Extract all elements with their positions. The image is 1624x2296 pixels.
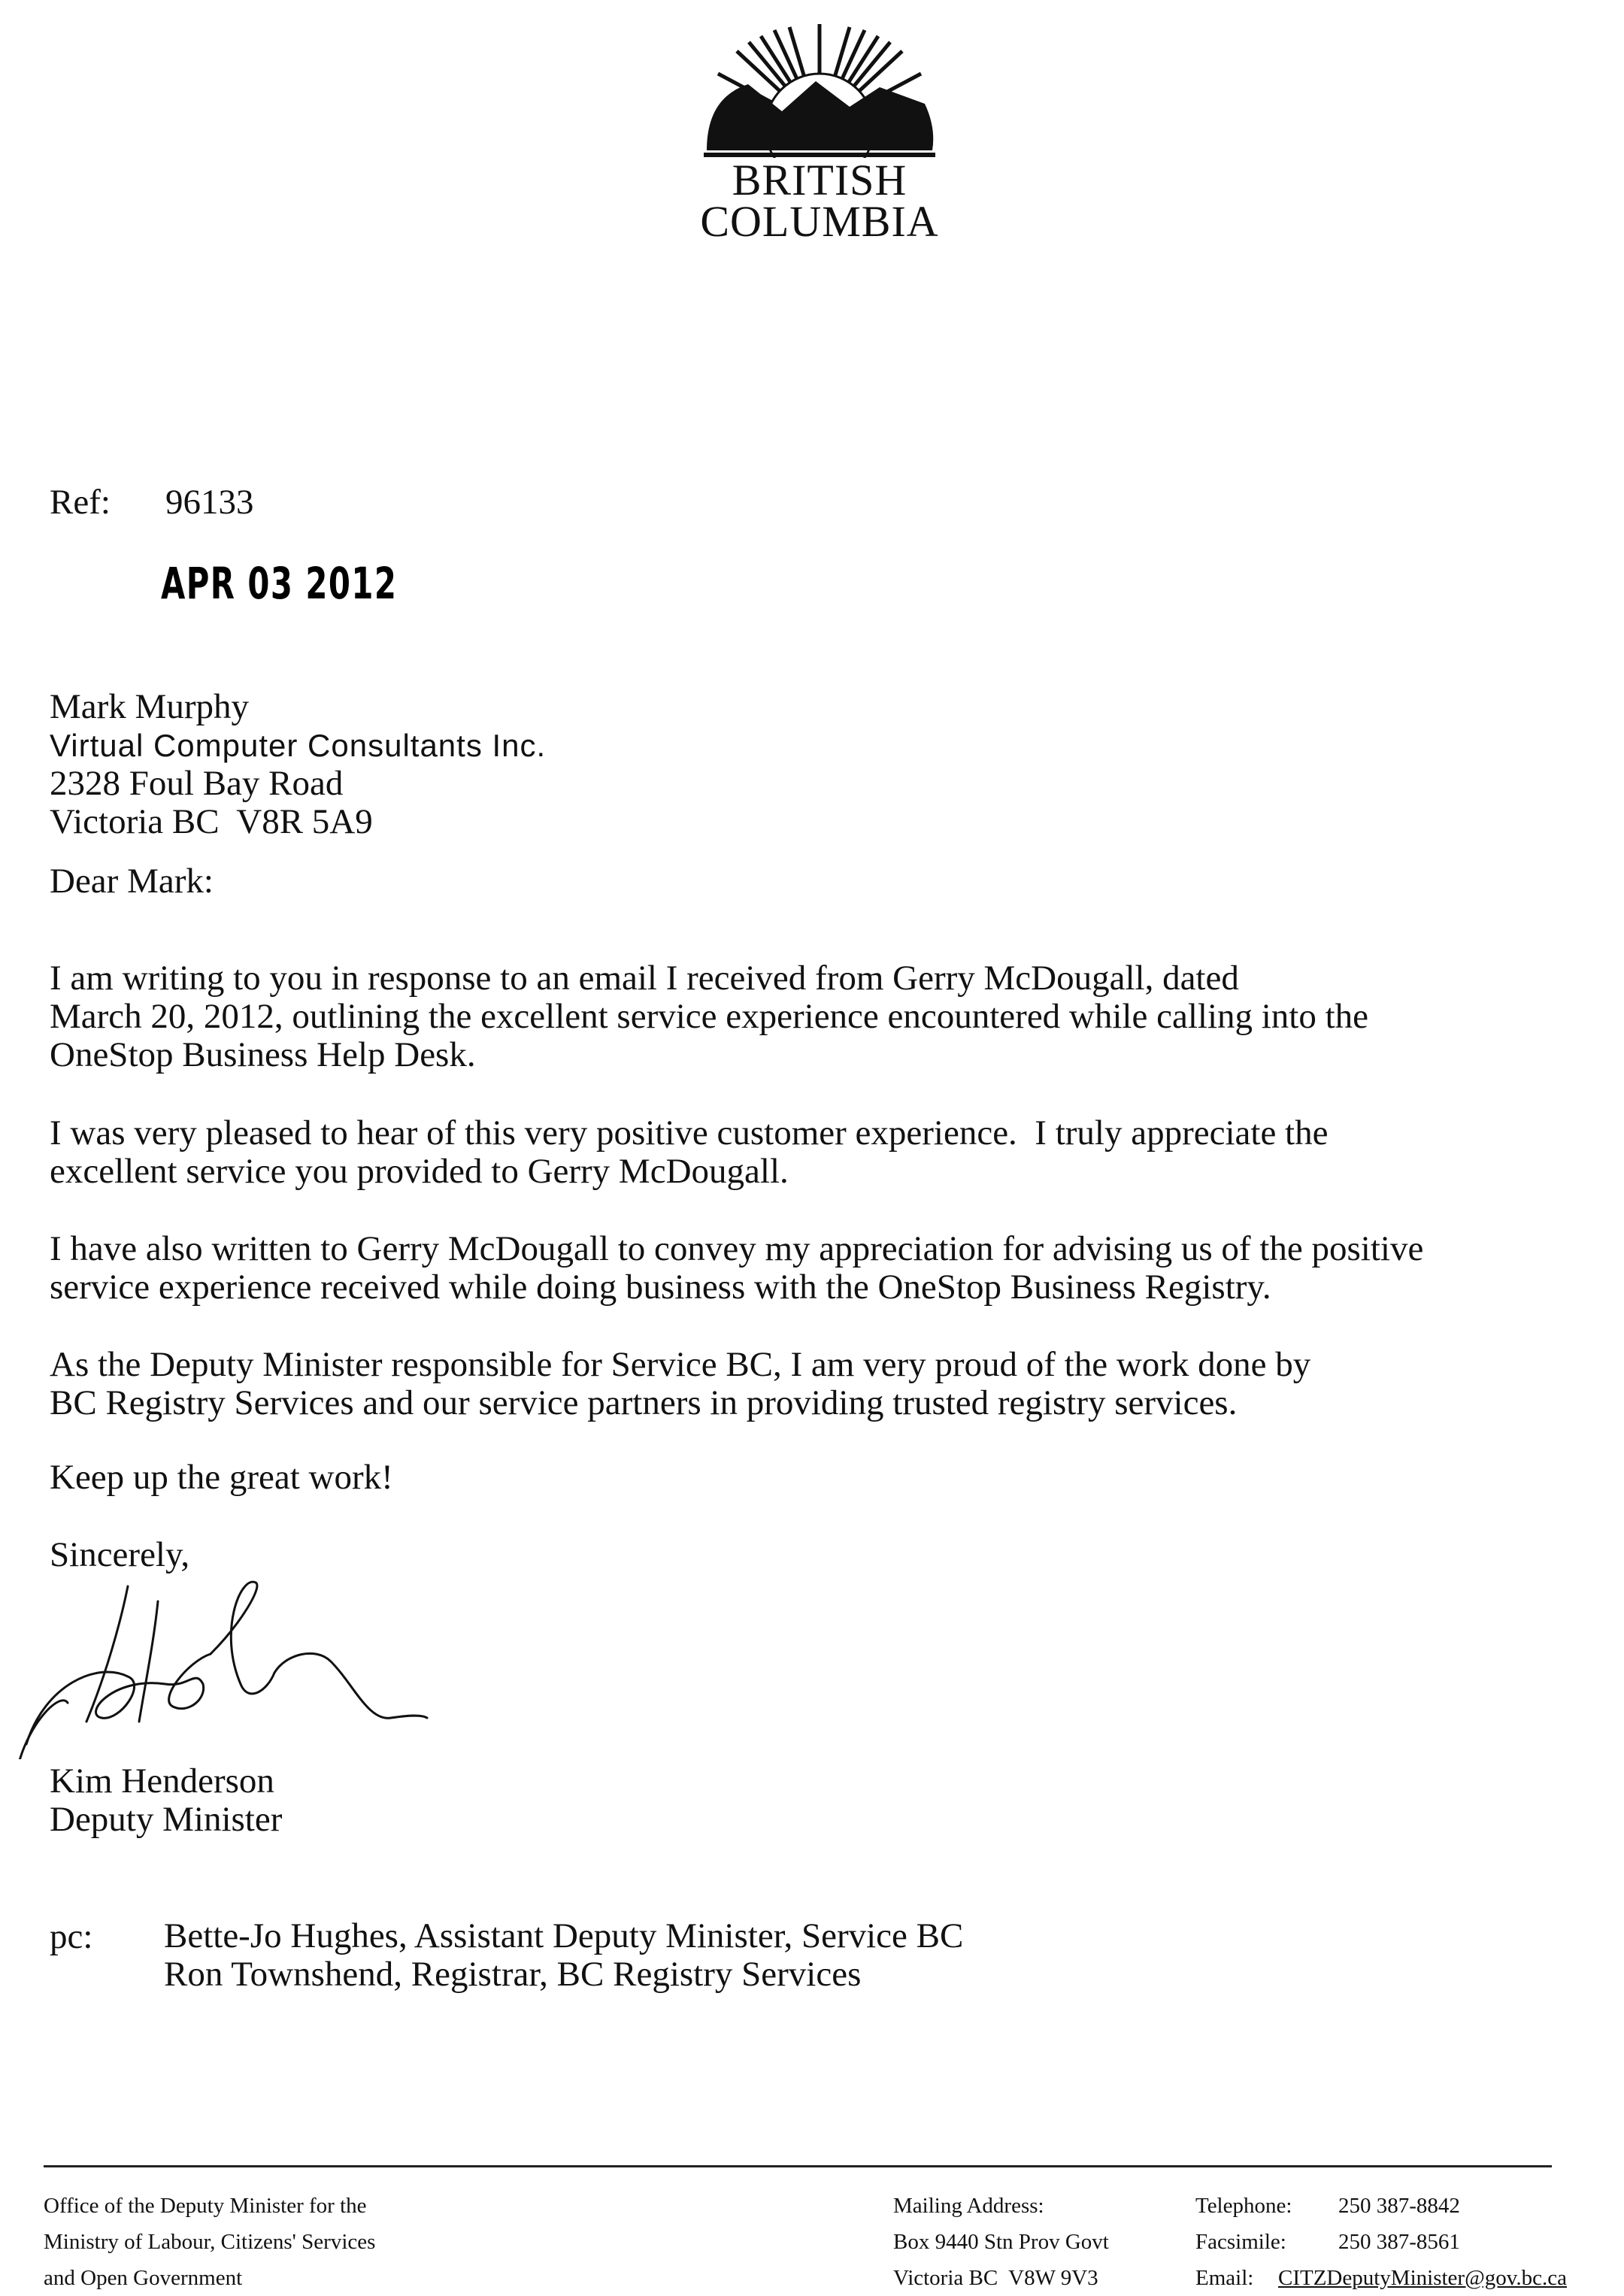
email-row xyxy=(1195,2260,1567,2296)
paragraph-line: excellent service you provided to Gerry McDougall. xyxy=(50,1152,789,1191)
body-paragraph-5 xyxy=(50,1458,1598,1497)
logo-wordmark-line2: COLUMBIA xyxy=(700,197,939,246)
recipient-street: 2328 Foul Bay Road xyxy=(50,764,344,803)
footer-office-line: Ministry of Labour, Citizens' Services xyxy=(44,2230,376,2254)
mailing-address-line: Box 9440 Stn Prov Govt xyxy=(893,2230,1109,2254)
telephone-value: 250 387-8842 xyxy=(1338,2194,1460,2218)
footer-contact xyxy=(1195,2188,1567,2296)
sun-mountains-icon xyxy=(677,15,962,158)
telephone-row xyxy=(1195,2188,1567,2224)
salutation: Dear Mark: xyxy=(50,862,214,901)
date-stamp: APR 03 2012 xyxy=(161,558,398,609)
reference-number: 96133 xyxy=(165,483,254,522)
paragraph-line: OneStop Business Help Desk. xyxy=(50,1035,476,1074)
handwritten-signature xyxy=(15,1571,436,1763)
telephone-label: Telephone: xyxy=(1195,2194,1292,2218)
recipient-company: Virtual Computer Consultants Inc. xyxy=(50,728,547,763)
signer-block xyxy=(50,1762,282,1839)
facsimile-row xyxy=(1195,2224,1567,2260)
email-label: Email: xyxy=(1195,2266,1254,2290)
paragraph-line: I was very pleased to hear of this very positive customer experience. I truly appreciate the xyxy=(50,1113,1329,1153)
body-paragraph-1 xyxy=(50,959,1598,1074)
mailing-address-label: Mailing Address: xyxy=(893,2194,1044,2218)
footer-divider xyxy=(44,2165,1552,2167)
pc-label: pc: xyxy=(50,1917,93,1956)
pc-recipients xyxy=(164,1917,963,1994)
pc-recipient: Bette-Jo Hughes, Assistant Deputy Minister, Service BC xyxy=(164,1916,964,1955)
body-paragraph-3 xyxy=(50,1230,1598,1307)
paragraph-line: As the Deputy Minister responsible for Service BC, I am very proud of the work done by xyxy=(50,1345,1311,1384)
reference-label: Ref: xyxy=(50,483,111,522)
body-paragraph-2 xyxy=(50,1114,1598,1191)
bc-government-logo xyxy=(662,15,977,248)
mailing-address-line: Victoria BC V8W 9V3 xyxy=(893,2266,1098,2290)
recipient-name: Mark Murphy xyxy=(50,687,249,726)
footer-office-line: and Open Government xyxy=(44,2266,243,2290)
recipient-address xyxy=(50,688,546,841)
paragraph-line: Keep up the great work! xyxy=(50,1458,393,1497)
paragraph-line: March 20, 2012, outlining the excellent service experience encountered while calling into the xyxy=(50,997,1369,1036)
facsimile-value: 250 387-8561 xyxy=(1338,2230,1460,2254)
paragraph-line: I have also written to Gerry McDougall to convey my appreciation for advising us of the positive xyxy=(50,1229,1424,1268)
logo-wordmark-line1: BRITISH xyxy=(732,156,907,204)
footer-mailing-address xyxy=(893,2188,1109,2296)
signer-title: Deputy Minister xyxy=(50,1800,283,1839)
pc-recipient: Ron Townshend, Registrar, BC Registry Services xyxy=(164,1955,862,1994)
footer-office-line: Office of the Deputy Minister for the xyxy=(44,2194,367,2218)
footer-office xyxy=(44,2188,375,2296)
signer-name: Kim Henderson xyxy=(50,1761,274,1801)
paragraph-line: I am writing to you in response to an email I received from Gerry McDougall, dated xyxy=(50,959,1239,998)
closing: Sincerely, xyxy=(50,1535,190,1574)
facsimile-label: Facsimile: xyxy=(1195,2230,1286,2254)
paragraph-line: BC Registry Services and our service partners in providing trusted registry services. xyxy=(50,1383,1238,1422)
paragraph-line: service experience received while doing business with the OneStop Business Registry. xyxy=(50,1268,1271,1307)
body-paragraph-4 xyxy=(50,1346,1598,1422)
email-link[interactable]: CITZDeputyMinister@gov.bc.ca xyxy=(1278,2266,1568,2290)
recipient-city-postal: Victoria BC V8R 5A9 xyxy=(50,802,373,841)
